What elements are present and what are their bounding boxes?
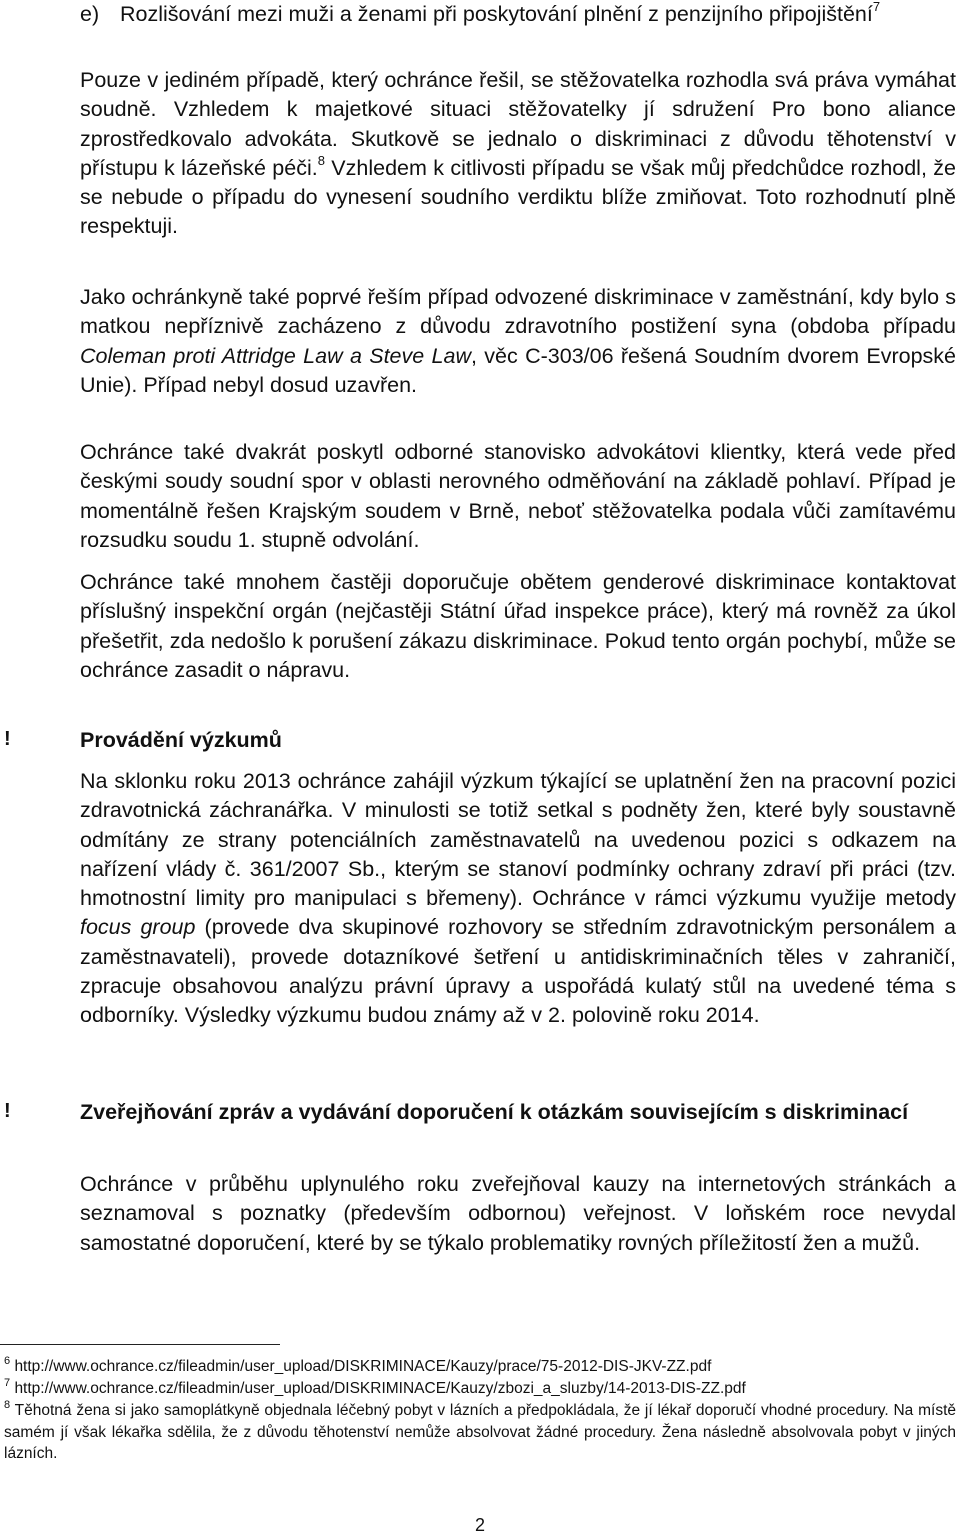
paragraph-research-text-a: Na sklonku roku 2013 ochránce zahájil výzkum týkající se uplatnění žen na pracovní pozici zdravotnická záchranářka. V minulosti se totiž setkal s podněty žen, které byly soustavně odmítány ze strany potenciálních zaměstnavatelů na uvedenou pozici s odkazem na nařízení vlády č. 361/2007 Sb., kterým se stanoví podmínky ochrany zdraví při práci (tzv. hmotnostní limity pro manipulaci s břemeny). Ochránce v rámci výzkumu využije metody (80, 769, 956, 911)
footnote-6 (4, 1356, 956, 1378)
footnote-number: 7 (4, 1377, 11, 1389)
footnote-link[interactable]: http://www.ochrance.cz/fileadmin/user_upload/DISKRIMINACE/Kauzy/prace/75-2012-DIS-JKV-ZZ.pdf (14, 1358, 712, 1375)
paragraph-expert-opinion: Ochránce také dvakrát poskytl odborné stanovisko advokátovi klientky, která vede před českými soudy soudní spor v oblasti nerovného odměňování na základě pohlaví. Případ je momentálně řešen Krajským soudem v Brně, neboť stěžovatelka podala vůči zamítavému rozsudku soudu 1. stupně odvolání. (80, 440, 956, 552)
footnote-separator (0, 1344, 280, 1345)
focus-group-term: focus group (80, 915, 196, 940)
paragraph-research-text-b: (provede dva skupinové rozhovory se středním zdravotnickým personálem a zaměstnavateli), provede dotazníkové šetření u antidiskriminačních těles v zahraničí, zpracuje obsahovou analýzu právní úpravy a uspořádá kulatý stůl na uvedené téma s odborníky. Výsledky výzkumu budou známy až v 2. polovině roku 2014. (80, 915, 956, 1028)
paragraph-derived-discrimination (80, 283, 956, 400)
paragraph-court-case (80, 66, 956, 242)
paragraph-derived-discrimination-text-a: Jako ochránkyně také poprvé řeším případ odvozené diskriminace v zaměstnání, kdy bylo s matkou nepříznivě zacházeno z důvodu zdravotního postižení syna (obdoba případu (80, 285, 956, 339)
section-reports-title: Zveřejňování zpráv a vydávání doporučení k otázkám souvisejícím s diskriminací (80, 1100, 909, 1124)
paragraph-derived-discrimination-text-b: , věc C-303/06 řešená Soudním dvorem Evropské Unie). Případ nebyl dosud uzavřen. (80, 343, 956, 397)
footnote-text: Těhotná žena si jako samoplátkyně objednala léčebný pobyt v lázních a předpokládala, že jí lékař doporučí vhodné procedury. Na místě samém jí však lékařka sdělila, že z důvodu těhotenství nemůže absolvovat žádné procedury. Žena následně absolvovala pobyt v jiných lázních. (4, 1402, 956, 1462)
paragraph-research (80, 767, 956, 1031)
footnote-8 (4, 1400, 956, 1465)
footnote-number: 6 (4, 1355, 11, 1367)
page-number: 2 (474, 1515, 485, 1535)
section-e-title: Rozlišování mezi muži a ženami při poskytování plnění z penzijního připojištění (120, 2, 873, 26)
exclamation-bullet-icon: ! (4, 1100, 11, 1122)
footnote-number: 8 (4, 1399, 11, 1411)
footnote-ref-8[interactable]: 8 (317, 152, 325, 168)
section-e-marker: e) (80, 2, 100, 26)
paragraph-court-case-text-a: Pouze v jediném případě, který ochránce řešil, se stěžovatelka rozhodla svá práva vymáhat soudně. Vzhledem k majetkové situaci stěžovatelky jí sdružení Pro bono aliance zprostředkovalo advokáta. Skutkově se jednalo o diskriminaci z důvodu těhotenství v přístupu k lázeňské péči. (80, 68, 956, 180)
footnote-ref-7[interactable]: 7 (872, 0, 881, 14)
footnote-link[interactable]: http://www.ochrance.cz/fileadmin/user_upload/DISKRIMINACE/Kauzy/zbozi_a_sluzby/14-2013-DIS-ZZ.pdf (14, 1380, 746, 1397)
paragraph-court-case-text-b: Vzhledem k citlivosti případu se však můj předchůdce rozhodl, že se nebude o případu do vynesení soudního verdiktu blíže zmiňovat. Toto rozhodnutí plně respektuji. (80, 155, 956, 239)
section-e-heading (80, 0, 956, 29)
paragraph-reports: Ochránce v průběhu uplynulého roku zveřejňoval kauzy na internetových stránkách a seznamoval s poznatky (především odbornou) veřejnost. V loňském roce nevydal samostatné doporučení, které by se týkalo problematiky rovných příležitostí žen a mužů. (80, 1172, 956, 1255)
exclamation-bullet-icon: ! (4, 728, 11, 750)
section-research-title: Provádění výzkumů (80, 728, 282, 752)
paragraph-inspection-body: Ochránce také mnohem častěji doporučuje obětem genderové diskriminace kontaktovat příslušný inspekční orgán (nejčastěji Státní úřad inspekce práce), který má rovněž za úkol přešetřit, zda nedošlo k porušení zákazu diskriminace. Pokud tento orgán pochybí, může se ochránce zasadit o nápravu. (80, 570, 956, 682)
case-name: Coleman proti Attridge Law a Steve Law (80, 343, 471, 368)
footnote-7 (4, 1378, 956, 1400)
